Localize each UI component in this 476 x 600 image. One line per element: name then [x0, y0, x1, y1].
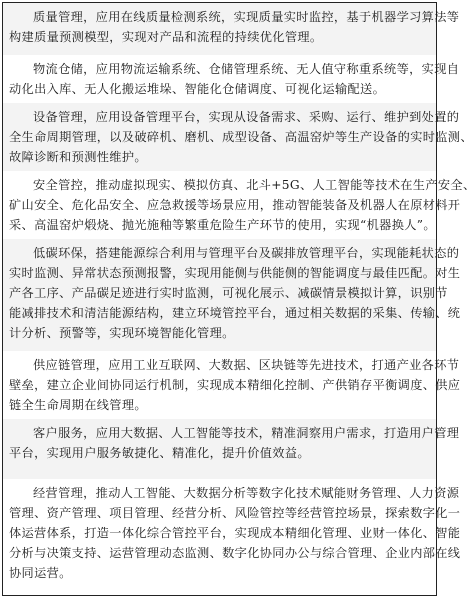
paragraph-safety-control [3, 171, 476, 239]
paragraph-low-carbon [3, 239, 461, 351]
paragraph-line: 壁垒，建立企业间协同运行机制，实现成本精细化控制、产供销存平衡调度、供应 [9, 378, 461, 392]
paragraph-logistics [3, 55, 460, 103]
paragraph-line: 设备管理，应用设备管理平台，实现从设备需求、采购、运行、维护到处置的 [33, 110, 460, 124]
paragraph-line: 链全生命周期在线管理。 [9, 398, 147, 412]
paragraph-line: 客户服务，应用大数据、人工智能等技术，精准洞察用户需求，打造用户管理 [33, 426, 460, 440]
paragraph-line: 低碳环保，搭建能源综合利用与管理平台及碳排放管理平台，实现能耗状态的 [33, 246, 460, 260]
paragraph-line: 平台，实现用户服务敏捷化、精准化，提升价值效益。 [9, 446, 310, 460]
paragraph-customer-service [3, 419, 460, 479]
paragraph-equipment-management [3, 103, 473, 171]
paragraph-quality-management [3, 3, 460, 55]
document-frame [2, 2, 476, 596]
paragraph-line: 管理、资产管理、项目管理、经营分析、风险管控等经营管控场景，探索数字化一 [9, 506, 461, 520]
paragraph-line: 体运营体系，打造一体化综合管控平台，实现成本精细化管理、业财一体化、智能 [9, 526, 461, 540]
paragraph-line: 质量管理，应用在线质量检测系统，实现质量实时监控，基于机器学习算法等 [33, 10, 460, 24]
paragraph-line: 供应链管理，应用工业互联网、大数据、区块链等先进技术，打通产业各环节 [33, 358, 460, 372]
paragraph-line: 实时监测、异常状态预测报警，实现用能侧与供能侧的智能调度与最佳匹配。对生 [9, 266, 461, 280]
paragraph-line: 能减排技术和清洁能源结构，建立环境管控平台，通过相关数据的采集、传输、统 [9, 306, 461, 320]
paragraph-line: 经营管理，推动人工智能、大数据分析等数字化技术赋能财务管理、人力资源 [33, 486, 460, 500]
paragraph-line: 全生命周期管理，以及破碎机、磨机、成型设备、高温窑炉等生产设备的实时监测、 [9, 130, 473, 144]
paragraph-supply-chain [3, 351, 461, 419]
paragraph-line: 动化出入库、无人化搬运堆垛、智能化仓储调度、可视化运输配送。 [9, 82, 386, 96]
paragraph-line: 分析与决策支持、运营管理动态监测、数字化协同办公与综合管理、企业内部在线 [9, 546, 461, 560]
paragraph-line: 采、高温窑炉煅烧、抛光施釉等繁重危险生产环节的使用，实现“机器换人”。 [9, 218, 436, 232]
paragraph-line: 协同运营。 [9, 566, 72, 580]
paragraph-line: 产各工序、产品碳足迹进行实时监测，可视化展示、减碳情景模拟计算，识别节 [9, 286, 448, 300]
paragraph-line: 构建质量预测模型，实现对产品和流程的持续优化管理。 [9, 30, 323, 44]
paragraph-line: 矿山安全、危化品安全、应急救援等场景应用，推动智能装备及机器人在原材料开 [9, 198, 461, 212]
paragraph-line: 计分析、预警等，实现环境智能化管理。 [9, 326, 235, 340]
paragraph-line: 物流仓储，应用物流运输系统、仓储管理系统、无人值守称重系统等，实现自 [33, 62, 460, 76]
paragraph-line: 故障诊断和预测性维护。 [9, 150, 147, 164]
paragraph-line: 安全管控，推动虚拟现实、模拟仿真、北斗+5G、人工智能等技术在生产安全、 [33, 178, 476, 192]
paragraph-operation-management [3, 479, 461, 595]
